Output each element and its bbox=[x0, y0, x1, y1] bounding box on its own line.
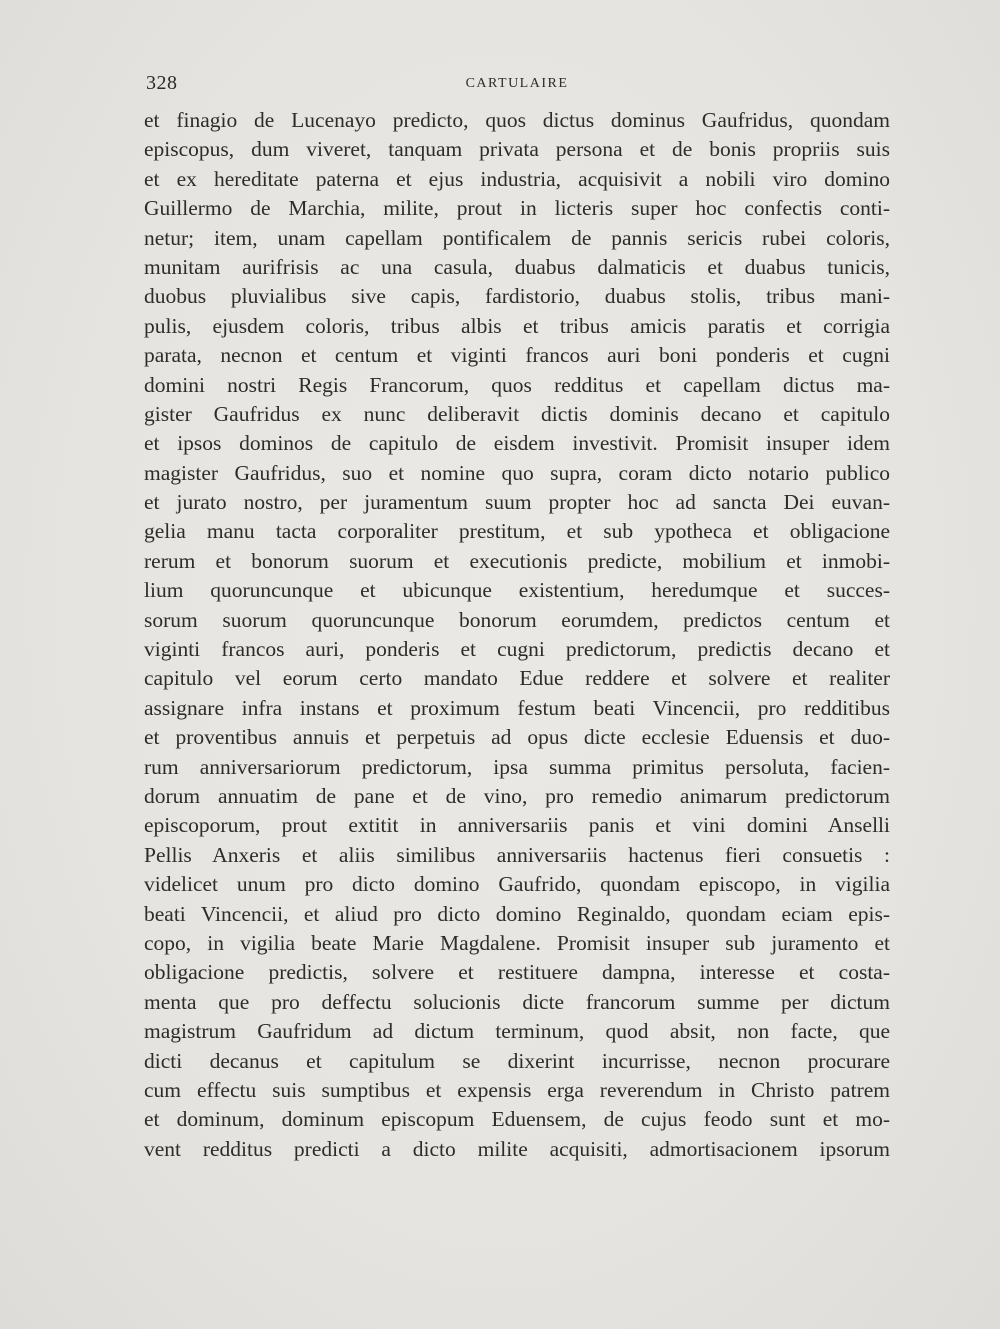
text-line: netur; item, unam capellam pontificalem de pannis sericis rubei coloris, bbox=[144, 225, 890, 250]
text-line: vent redditus predicti a dicto milite acquisiti, admortisacionem ipsorum bbox=[144, 1136, 890, 1161]
text-line: duobus pluvialibus sive capis, fardistorio, duabus stolis, tribus mani- bbox=[144, 284, 890, 309]
text-line: rerum et bonorum suorum et executionis predicte, mobilium et inmobi- bbox=[144, 548, 890, 573]
body-text bbox=[144, 106, 890, 1164]
text-line: Guillermo de Marchia, milite, prout in licteris super hoc confectis conti- bbox=[144, 196, 890, 221]
text-line: dorum annuatim de pane et de vino, pro remedio animarum predictorum bbox=[144, 783, 890, 808]
text-line: et jurato nostro, per juramentum suum propter hoc ad sancta Dei euvan- bbox=[144, 490, 890, 515]
text-line: lium quoruncunque et ubicunque existentium, heredumque et succes- bbox=[144, 578, 890, 603]
text-line: magister Gaufridus, suo et nomine quo supra, coram dicto notario publico bbox=[144, 460, 890, 485]
text-line: et dominum, dominum episcopum Eduensem, de cujus feodo sunt et mo- bbox=[144, 1107, 890, 1132]
page-header bbox=[146, 72, 888, 102]
text-line: et ex hereditate paterna et ejus industria, acquisivit a nobili viro domino bbox=[144, 166, 890, 191]
text-line: menta que pro deffectu solucionis dicte francorum summe per dictum bbox=[144, 989, 890, 1014]
text-line: gelia manu tacta corporaliter prestitum, et sub ypotheca et obligacione bbox=[144, 519, 890, 544]
text-line: et proventibus annuis et perpetuis ad opus dicte ecclesie Eduensis et duo- bbox=[144, 725, 890, 750]
running-head: CARTULAIRE bbox=[465, 76, 569, 91]
text-line: sorum suorum quoruncunque bonorum eorumdem, predictos centum et bbox=[144, 607, 890, 632]
text-line: dicti decanus et capitulum se dixerint incurrisse, necnon procurare bbox=[144, 1048, 890, 1073]
text-line: domini nostri Regis Francorum, quos redditus et capellam dictus ma- bbox=[144, 372, 890, 397]
text-line: rum anniversariorum predictorum, ipsa summa primitus persoluta, facien- bbox=[144, 754, 890, 779]
text-line: viginti francos auri, ponderis et cugni predictorum, predictis decano et bbox=[144, 637, 890, 662]
text-line: et finagio de Lucenayo predicto, quos dictus dominus Gaufridus, quondam bbox=[144, 108, 890, 132]
text-line: obligacione predictis, solvere et restituere dampna, interesse et costa- bbox=[144, 960, 890, 985]
text-line: gister Gaufridus ex nunc deliberavit dictis dominis decano et capitulo bbox=[144, 401, 890, 426]
text-line: episcoporum, prout extitit in anniversariis panis et vini domini Anselli bbox=[144, 813, 890, 838]
text-line: parata, necnon et centum et viginti francos auri boni ponderis et cugni bbox=[144, 343, 890, 368]
text-line: videlicet unum pro dicto domino Gaufrido, quondam episcopo, in vigilia bbox=[144, 872, 890, 897]
text-line: magistrum Gaufridum ad dictum terminum, quod absit, non facte, que bbox=[144, 1019, 890, 1044]
text-line: beati Vincencii, et aliud pro dicto domino Reginaldo, quondam eciam epis- bbox=[144, 901, 890, 926]
page-number: 328 bbox=[146, 72, 178, 94]
text-line: pulis, ejusdem coloris, tribus albis et tribus amicis paratis et corrigia bbox=[144, 313, 890, 338]
text-line: et ipsos dominos de capitulo de eisdem investivit. Promisit insuper idem bbox=[144, 431, 890, 456]
text-line: Pellis Anxeris et aliis similibus anniversariis hactenus fieri consuetis : bbox=[144, 842, 890, 867]
text-line: munitam aurifrisis ac una casula, duabus dalmaticis et duabus tunicis, bbox=[144, 254, 890, 279]
text-line: copo, in vigilia beate Marie Magdalene. Promisit insuper sub juramento et bbox=[144, 930, 890, 955]
text-line: episcopus, dum viveret, tanquam privata persona et de bonis propriis suis bbox=[144, 137, 890, 162]
text-line: capitulo vel eorum certo mandato Edue reddere et solvere et realiter bbox=[144, 666, 890, 691]
text-line: cum effectu suis sumptibus et expensis erga reverendum in Christo patrem bbox=[144, 1077, 890, 1102]
text-line: assignare infra instans et proximum festum beati Vincencii, pro redditibus bbox=[144, 695, 890, 720]
